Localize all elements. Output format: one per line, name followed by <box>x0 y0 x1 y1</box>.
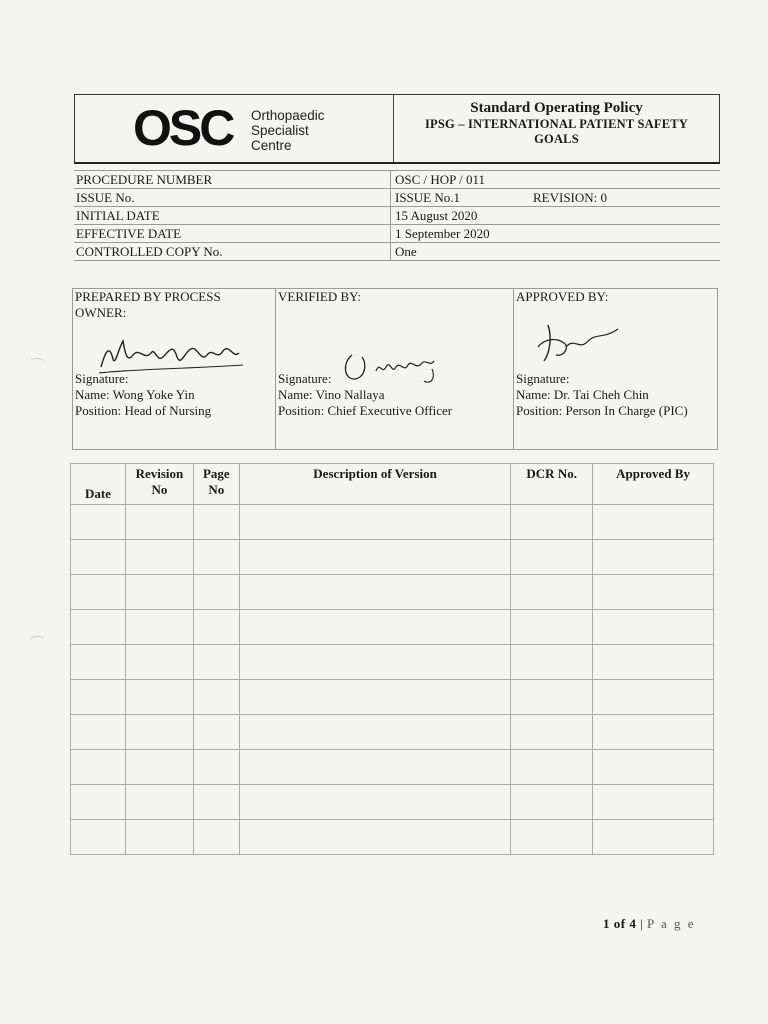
info-row <box>74 207 720 225</box>
column-header: Page No <box>193 464 239 505</box>
verified-details <box>278 371 452 419</box>
info-row <box>74 170 720 189</box>
table-cell <box>593 750 714 785</box>
info-value: OSC / HOP / 011 <box>390 171 531 188</box>
table-cell <box>125 750 193 785</box>
table-cell <box>511 715 593 750</box>
scan-mark <box>30 358 44 365</box>
table-cell <box>593 680 714 715</box>
table-cell <box>239 610 510 645</box>
table-cell <box>125 680 193 715</box>
page-footer <box>603 916 696 932</box>
table-cell <box>511 575 593 610</box>
table-cell <box>193 715 239 750</box>
table-row <box>71 505 714 540</box>
signer-position: Position: Chief Executive Officer <box>278 403 453 418</box>
logo-line: Centre <box>251 138 292 153</box>
logo-line: Orthopaedic <box>251 108 325 123</box>
signature-label: Signature: <box>278 371 332 386</box>
info-row <box>74 243 720 261</box>
info-value: ISSUE No.1 <box>390 189 531 206</box>
info-extra: REVISION: 0 <box>533 190 608 205</box>
table-cell <box>71 715 126 750</box>
table-cell <box>125 645 193 680</box>
logo-line: Specialist <box>251 123 309 138</box>
table-cell <box>71 785 126 820</box>
table-cell <box>193 610 239 645</box>
signature-label: Signature: <box>516 371 570 386</box>
approved-by <box>513 289 717 449</box>
signer-position: Position: Head of Nursing <box>75 403 212 418</box>
table-row <box>71 645 714 680</box>
table-cell <box>239 575 510 610</box>
table-cell <box>125 540 193 575</box>
table-cell <box>125 715 193 750</box>
info-extra <box>531 171 720 188</box>
table-cell <box>239 645 510 680</box>
table-cell <box>593 540 714 575</box>
table-row <box>71 575 714 610</box>
table-cell <box>125 785 193 820</box>
table-cell <box>71 540 126 575</box>
table-cell <box>593 575 714 610</box>
info-label: PROCEDURE NUMBER <box>76 172 213 187</box>
table-cell <box>593 715 714 750</box>
table-cell <box>71 505 126 540</box>
table-cell <box>71 575 126 610</box>
table-cell <box>71 610 126 645</box>
approved-heading: APPROVED BY: <box>516 289 609 304</box>
table-cell <box>193 505 239 540</box>
table-cell <box>193 750 239 785</box>
info-extra <box>531 225 720 242</box>
approved-details <box>516 371 688 419</box>
table-cell <box>511 610 593 645</box>
signer-position: Position: Person In Charge (PIC) <box>516 403 688 418</box>
table-cell <box>593 645 714 680</box>
info-row <box>74 225 720 243</box>
verified-heading: VERIFIED BY: <box>278 289 361 304</box>
table-cell <box>193 540 239 575</box>
table-cell <box>193 645 239 680</box>
table-cell <box>239 820 510 855</box>
table-row <box>71 750 714 785</box>
table-cell <box>511 540 593 575</box>
table-cell <box>193 785 239 820</box>
page-separator: | <box>640 916 644 931</box>
table-cell <box>239 680 510 715</box>
table-cell <box>593 785 714 820</box>
document-subtitle: IPSG – INTERNATIONAL PATIENT SAFETY GOALS <box>424 117 689 146</box>
info-extra <box>531 243 720 260</box>
table-cell <box>193 820 239 855</box>
info-extra <box>531 207 720 224</box>
document-title: Standard Operating Policy <box>470 100 643 116</box>
table-row <box>71 820 714 855</box>
table-cell <box>239 715 510 750</box>
table-cell <box>125 505 193 540</box>
revision-table <box>70 463 714 855</box>
table-cell <box>125 820 193 855</box>
page-number: 1 of 4 <box>603 916 637 931</box>
info-label: EFFECTIVE DATE <box>76 226 182 241</box>
info-row <box>74 189 720 207</box>
column-header: Revision No <box>125 464 193 505</box>
document-header <box>74 94 720 164</box>
table-cell <box>593 610 714 645</box>
table-cell <box>511 645 593 680</box>
table-cell <box>511 505 593 540</box>
info-label: CONTROLLED COPY No. <box>76 244 223 259</box>
table-header-row <box>71 464 714 505</box>
table-row <box>71 785 714 820</box>
table-row <box>71 680 714 715</box>
prepared-by <box>73 289 275 449</box>
table-cell <box>593 820 714 855</box>
table-cell <box>593 505 714 540</box>
table-cell <box>511 750 593 785</box>
scan-mark <box>30 636 44 643</box>
table-cell <box>511 820 593 855</box>
signer-name: Name: Dr. Tai Cheh Chin <box>516 387 649 402</box>
prepared-details <box>75 371 211 419</box>
table-row <box>71 715 714 750</box>
table-row <box>71 540 714 575</box>
table-cell <box>71 820 126 855</box>
table-cell <box>71 750 126 785</box>
info-label: INITIAL DATE <box>76 208 160 223</box>
column-header: DCR No. <box>511 464 593 505</box>
table-cell <box>125 575 193 610</box>
table-row <box>71 610 714 645</box>
info-label: ISSUE No. <box>76 190 135 205</box>
table-cell <box>239 505 510 540</box>
table-cell <box>239 540 510 575</box>
info-value: 15 August 2020 <box>390 207 531 224</box>
prepared-heading: PREPARED BY PROCESS OWNER: <box>75 289 221 320</box>
procedure-info <box>74 170 720 261</box>
column-header: Approved By <box>593 464 714 505</box>
table-cell <box>71 645 126 680</box>
table-cell <box>193 680 239 715</box>
table-cell <box>239 785 510 820</box>
verified-by <box>275 289 513 449</box>
logo-text <box>251 108 325 153</box>
table-cell <box>239 750 510 785</box>
table-cell <box>193 575 239 610</box>
info-value: One <box>390 243 531 260</box>
table-cell <box>511 680 593 715</box>
signer-name: Name: Vino Nallaya <box>278 387 385 402</box>
table-cell <box>511 785 593 820</box>
logo-mark: OSC <box>133 100 233 156</box>
page-label: P a g e <box>646 916 696 931</box>
table-cell <box>125 610 193 645</box>
signature-label: Signature: <box>75 371 129 386</box>
column-header: Description of Version <box>239 464 510 505</box>
logo <box>75 95 394 162</box>
info-value: 1 September 2020 <box>390 225 531 242</box>
signer-name: Name: Wong Yoke Yin <box>75 387 195 402</box>
column-header: Date <box>71 464 126 505</box>
table-cell <box>71 680 126 715</box>
signature-block <box>72 288 718 450</box>
handwritten-signature <box>534 317 624 367</box>
title-area <box>394 95 719 162</box>
